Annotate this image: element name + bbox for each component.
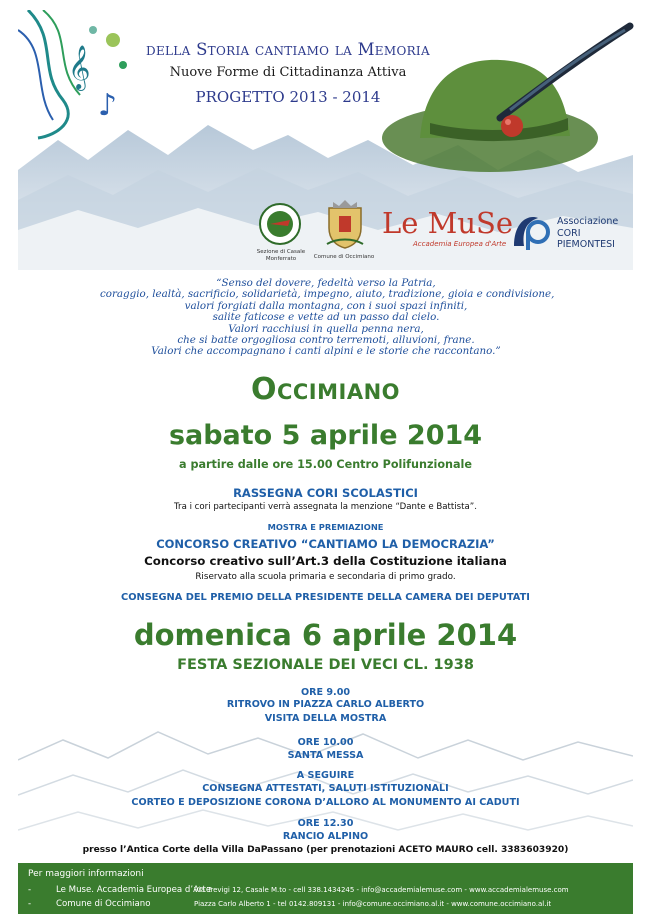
footer-details-lemuse[interactable]: Via Trevigi 12, Casale M.to - cell 338.1434245 - info@accademialemuse.com - www.accademialemuse.com [194, 886, 569, 894]
footer-contact-comune [28, 899, 551, 909]
mostra-heading: MOSTRA E PREMIAZIONE [267, 522, 384, 532]
svg-text:♪: ♪ [98, 88, 118, 123]
concorso-heading: CONCORSO CREATIVO “CANTIAMO LA DEMOCRAZIA” [156, 537, 495, 551]
info-footer [18, 863, 633, 914]
quote-line: “Senso del dovere, fedeltà verso la Patria, [216, 277, 436, 289]
quote-line: salite faticose e vette ad un passo dal cielo. [212, 311, 440, 324]
quote-line: che si batte orgogliosa contro terremoti, alluvioni, frane. [177, 334, 475, 347]
schedule-visita: VISITA DELLA MOSTRA [264, 713, 387, 724]
project-title: della Storia cantiamo la Memoria [146, 40, 430, 59]
rassegna-heading: RASSEGNA CORI SCOLASTICI [233, 486, 418, 500]
footer-org-comune: Comune di Occimiano [56, 899, 151, 909]
quote-line: valori forgiati dalla montagna, con i suoi spazi infiniti, [184, 299, 468, 312]
schedule-time-0900: ORE 9.00 [300, 687, 351, 698]
ana-logo-caption: Sezione di Casale Monferrato [256, 249, 306, 262]
sunday-date: domenica 6 aprile 2014 [133, 618, 518, 652]
footer-title: Per maggiori informazioni [28, 869, 144, 879]
schedule-ritrovo: RITROVO IN PIAZZA CARLO ALBERTO [226, 699, 425, 710]
quote-line: coraggio, lealtà, sacrificio, solidarietà, impegno, aiuto, tradizione, gioia e condivisione, [100, 288, 555, 301]
project-years: PROGETTO 2013 - 2014 [195, 88, 381, 106]
rancio-location-note: presso l’Antica Corte della Villa DaPassano (per prenotazioni ACETO MAURO cell. 3383603920) [82, 845, 569, 855]
footer-contact-lemuse [28, 885, 569, 895]
ana-logo [258, 202, 302, 246]
saturday-time-location: a partire dalle ore 15.00 Centro Polifunzionale [179, 458, 472, 471]
alpine-values-quote [100, 277, 555, 358]
project-subtitle: Nuove Forme di Cittadinanza Attiva [169, 65, 407, 80]
festa-heading: FESTA SEZIONALE DEI VECI CL. 1938 [177, 657, 474, 673]
schedule-attestati: CONSEGNA ATTESTATI, SALUTI ISTITUZIONALI [202, 783, 449, 794]
cori-piemontesi-label [557, 216, 618, 251]
quote-line: Valori che accompagnano i canti alpini e le storie che raccontano.” [151, 345, 501, 358]
saturday-date: sabato 5 aprile 2014 [168, 420, 483, 451]
city-name: Occimiano [250, 372, 401, 407]
comune-logo-caption: Comune di Occimiano [313, 254, 375, 260]
premio-heading: CONSEGNA DEL PREMIO DELLA PRESIDENTE DELLA CAMERA DEI DEPUTATI [121, 592, 530, 603]
cori-label-line2: CORI [557, 227, 581, 239]
concorso-description: Concorso creativo sull’Art.3 della Costituzione italiana [144, 554, 507, 568]
footer-org-lemuse: Le Muse. Accademia Europea d’Arte [56, 885, 212, 895]
schedule-corteo: CORTEO E DEPOSIZIONE CORONA D’ALLORO AL MONUMENTO AI CADUTI [131, 797, 520, 808]
schedule-time-1230: ORE 12.30 [297, 818, 354, 829]
lemuse-logo-name: Le MuSe [382, 206, 514, 240]
cori-piemontesi-logo [510, 212, 552, 250]
comune-crest-logo [323, 198, 367, 250]
cori-label-line3: PIEMONTESI [557, 239, 615, 250]
footer-bullet: - [28, 899, 32, 909]
svg-text:𝄞: 𝄞 [68, 45, 91, 89]
concorso-eligibility: Riservato alla scuola primaria e secondaria di primo grado. [195, 572, 456, 582]
schedule-a-seguire: A SEGUIRE [296, 770, 355, 781]
schedule-messa: SANTA MESSA [287, 750, 364, 761]
schedule-rancio: RANCIO ALPINO [282, 831, 369, 842]
footer-bullet: - [28, 885, 32, 895]
schedule-time-1000: ORE 10.00 [297, 737, 354, 748]
rassegna-note: Tra i cori partecipanti verrà assegnata la menzione “Dante e Battista”. [174, 502, 477, 512]
quote-line: Valori racchiusi in quella penna nera, [228, 322, 424, 335]
lemuse-logo-subtitle: Accademia Europea d'Arte [413, 240, 507, 248]
footer-details-comune[interactable]: Piazza Carlo Alberto 1 - tel 0142.809131 - info@comune.occimiano.al.it - www.comune.occimiano.al.it [194, 900, 552, 908]
music-notes-art [18, 10, 133, 140]
cori-label-line1: Associazione [557, 216, 619, 227]
